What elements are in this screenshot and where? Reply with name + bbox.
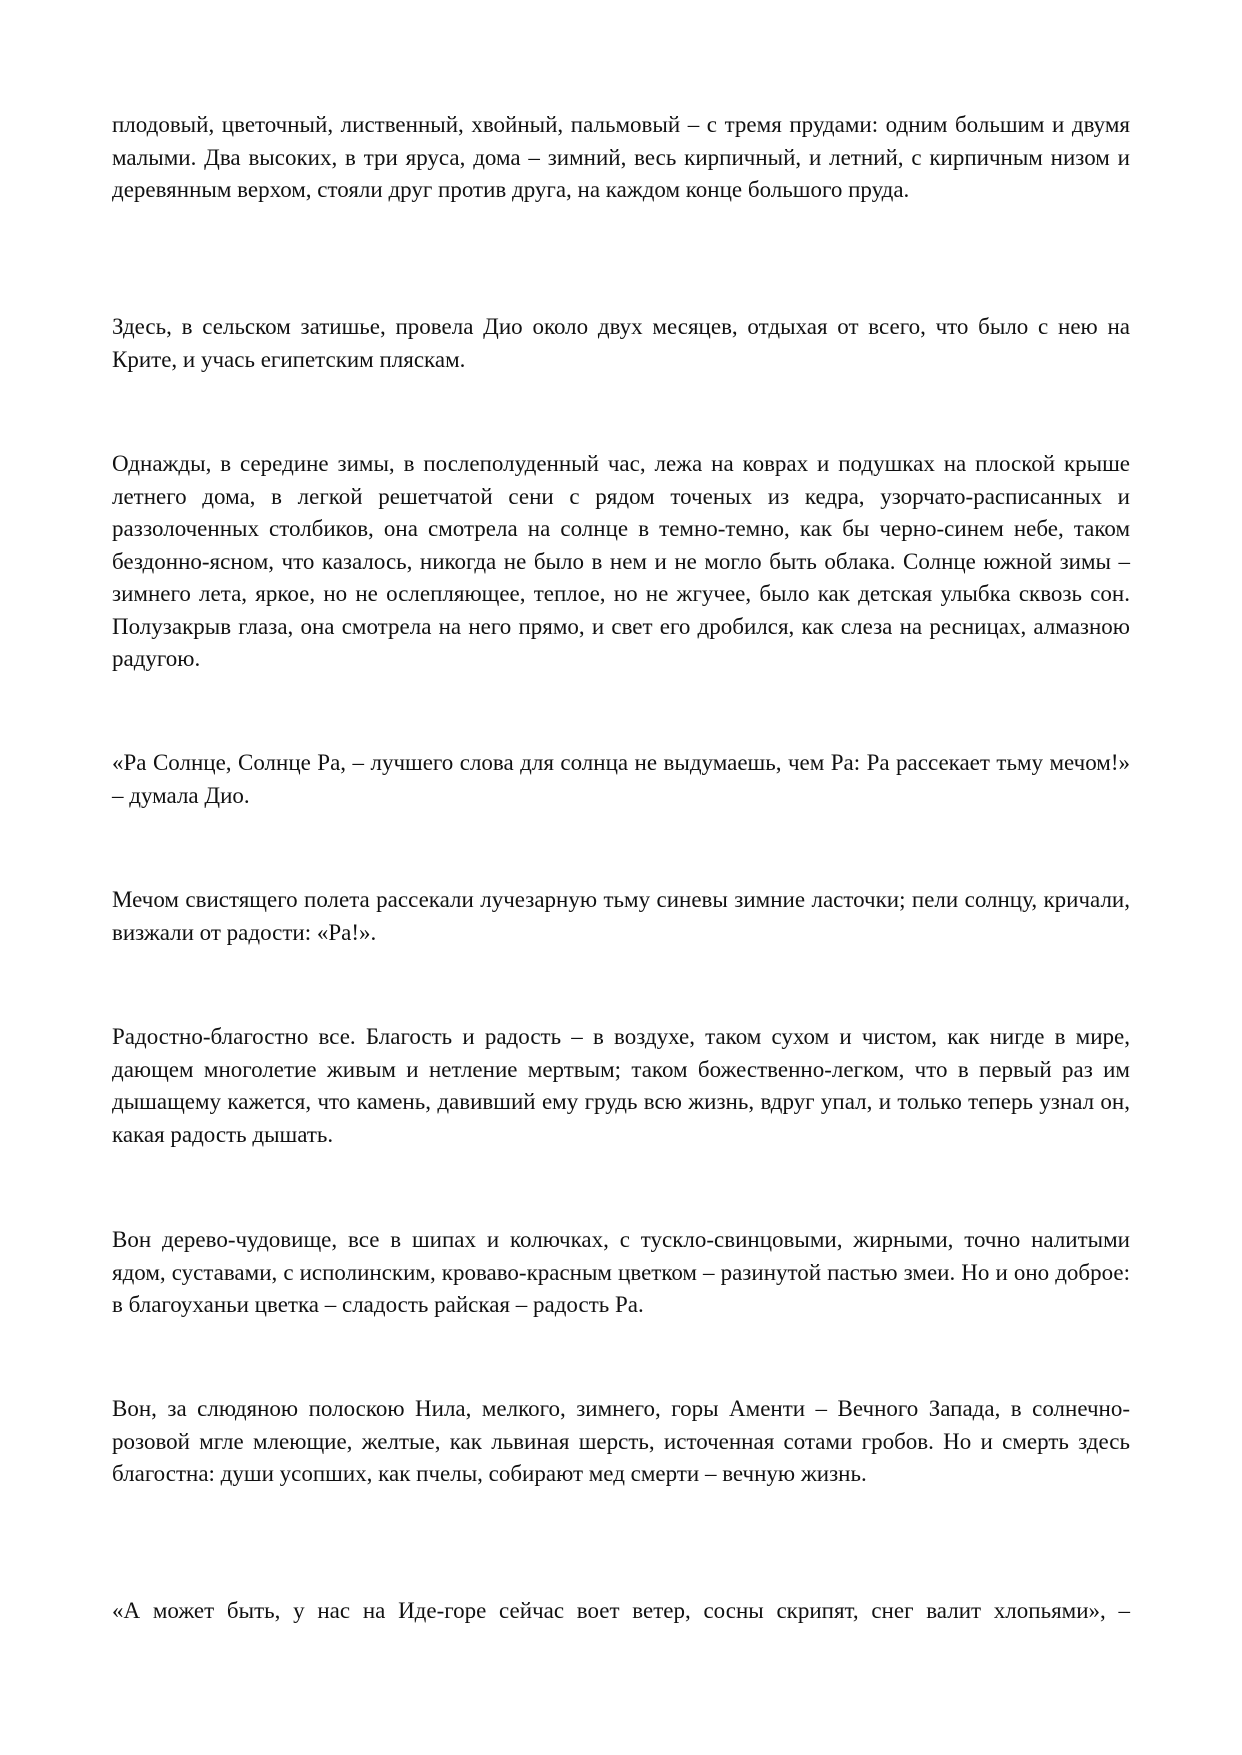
paragraph-4: «Ра Солнце, Солнце Ра, – лучшего слова для солнца не выдумаешь, чем Ра: Ра рассекает тьму мечом!» – думала Дио.: [112, 750, 1130, 808]
paragraph-6: Радостно-благостно все. Благость и радость – в воздухе, таком сухом и чистом, как нигде в мире, дающем многолетие живым и нетление мертвым; таком божественно-легком, что в первый раз им дышащему кажется, что камень, давивший ему грудь всю жизнь, вдруг упал, и только теперь узнал он, какая радость дышать.: [112, 1024, 1130, 1147]
paragraph-9: «А может быть, у нас на Иде-горе сейчас воет ветер, сосны скрипят, снег валит хлопьями», –: [112, 1598, 1130, 1623]
paragraph-3: Однажды, в середине зимы, в послеполуденный час, лежа на коврах и подушках на плоской крыше летнего дома, в легкой решетчатой сени с рядом точеных из кедра, узорчато-расписанных и раззолоченных столбиков, она смотрела на солнце в темно-темно, как бы черно-синем небе, таком бездонно-ясном, что казалось, никогда не было в нем и не могло быть облака. Солнце южной зимы – зимнего лета, яркое, но не ослепляющее, теплое, но не жгучее, было как детская улыбка сквозь сон. Полузакрыв глаза, она смотрела на него прямо, и свет его дробился, как слеза на ресницах, алмазною радугою.: [112, 451, 1130, 671]
paragraph-5: Мечом свистящего полета рассекали лучезарную тьму синевы зимние ласточки; пели солнцу, кричали, визжали от радости: «Ра!».: [112, 887, 1130, 945]
paragraph-7: Вон дерево-чудовище, все в шипах и колючках, с тускло-свинцовыми, жирными, точно налитыми ядом, суставами, с исполинским, кроваво-красным цветком – разинутой пастью змеи. Но и оно доброе: в благоуханьи цветка – сладость райская – радость Ра.: [112, 1227, 1130, 1317]
paragraph-2: Здесь, в сельском затишье, провела Дио около двух месяцев, отдыхая от всего, что было с нею на Крите, и учась египетским пляскам.: [112, 314, 1130, 372]
paragraph-8: Вон, за слюдяною полоскою Нила, мелкого, зимнего, горы Аменти – Вечного Запада, в солнечно-розовой мгле млеющие, желтые, как львиная шерсть, источенная сотами гробов. Но и смерть здесь благостна: души усопших, как пчелы, собирают мед смерти – вечную жизнь.: [112, 1396, 1130, 1486]
paragraph-1: плодовый, цветочный, лиственный, хвойный, пальмовый – с тремя прудами: одним большим и двумя малыми. Два высоких, в три яруса, дома – зимний, весь кирпичный, и летний, с кирпичным низом и деревянным верхом, стояли друг против друга, на каждом конце большого пруда.: [112, 112, 1130, 202]
